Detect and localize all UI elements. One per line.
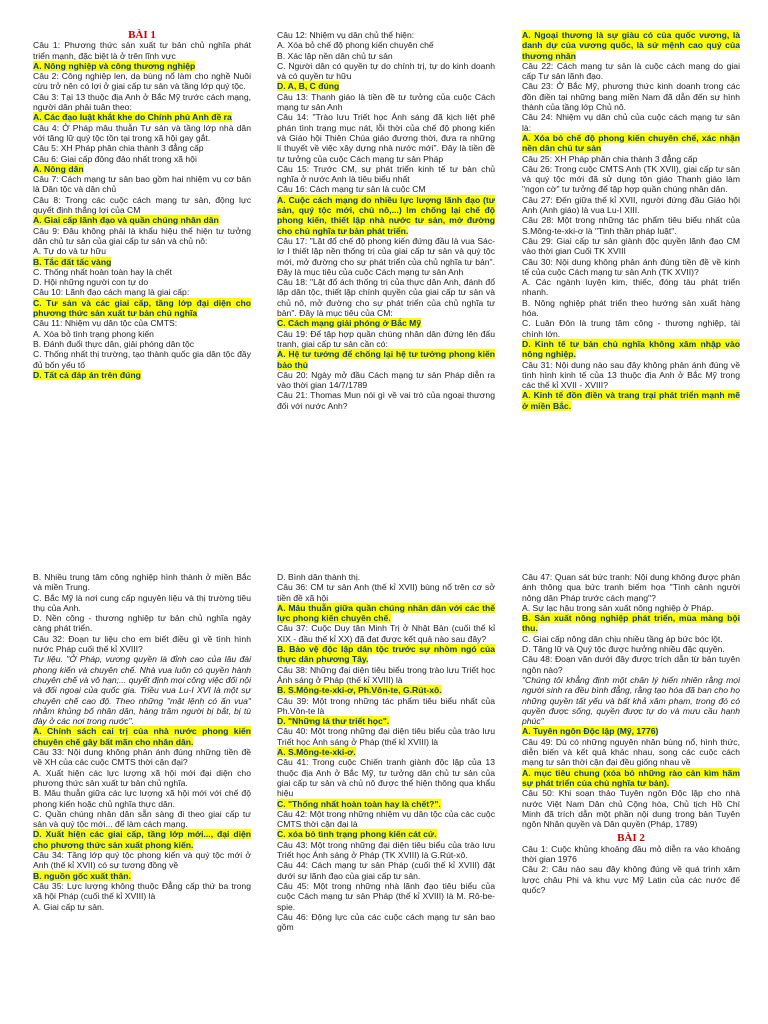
- question-text: Câu 31: Nội dung nào sau đây không phản ánh đúng về tình hình kinh tế của 13 thuộc địa Anh ở Bắc Mỹ trong các thế kỉ XVII - XVIII?: [522, 359, 740, 391]
- question-text: Câu 49: Dù có những nguyên nhân bùng nổ, hình thức, diễn biến và kết quả khác nhau, song các cuộc cách mạng tư sản thời cận đại đều giống nhau về: [522, 736, 740, 768]
- answer-highlight: A. Cuộc cách mạng do nhiều lực lượng lãnh đạo (tư sản, quý tộc mới, chủ nô,...) lm chống lại chế độ phong kiến, thiết lập nhà nước tư sản, mở đường cho chủ nghĩa tư bản phát triển.: [277, 194, 495, 236]
- question-text: Câu 34: Tầng lớp quý tộc phong kiến và quý tộc mới ở Anh (thế kỉ XVII) có sự tương đồng về: [33, 850, 251, 871]
- question-text: Câu 32: Đoạn tư liệu cho em biết điều gì về tình hình nước Pháp cuối thế kỉ XVIII?: [33, 633, 251, 655]
- question-text: D. Nền công - thương nghiệp tư bản chủ nghĩa ngày càng phát triển.: [33, 613, 251, 634]
- question-text: Câu 2: Công nghiệp len, dạ bùng nổ làm cho nghề Nuôi cừu trở nên có lợi ở giai cấp tư sản và tầng lớp quý tộc.: [33, 71, 251, 92]
- question-text: B. Mâu thuẫn giữa các lực lượng xã hội mới với chế độ phong kiến hoặc chủ nghĩa thực dân.: [33, 788, 251, 809]
- answer-highlight: C. Cách mạng giải phóng ở Bắc Mỹ: [277, 318, 422, 329]
- question-text: Câu 38: Những đại diện tiêu biểu trong trào lưu Triết học Ánh sáng ở Pháp (thế kỉ XVIII) là: [277, 664, 495, 685]
- answer-highlight: A. Xóa bỏ chế độ phong kiến chuyên chế, xác nhận nền dân chủ tư sản: [522, 132, 740, 154]
- question-text: C. Người dân có quyền tự do chính trị, tự do kinh doanh và có quyền tư hữu: [277, 60, 495, 82]
- bottom-column-3: [522, 572, 740, 895]
- answer-highlight: B. S.Mông-te-xki-ơ, Ph.Vôn-te, G.Rút-xô.: [277, 685, 442, 696]
- answer-highlight: A. Nông dân: [33, 163, 84, 174]
- question-text: Câu 2: Câu nào sau đây không đúng về quá trình xâm lược châu Phi và khu vực Mỹ Latin của các nước đế quốc?: [522, 864, 740, 895]
- answer-highlight: D. A, B, C đúng: [277, 81, 340, 92]
- question-text: D. Hội những người con tự do: [33, 277, 149, 288]
- question-text: C. Quần chúng nhân dân sẵn sàng đi theo giai cấp tư sản và quý tộc mới... để làm cách mạng.: [33, 808, 251, 830]
- question-text: Câu 40: Một trong những đại diện tiêu biểu của trào lưu Triết học Ánh sáng ở Pháp (thế kỉ XVIII) là: [277, 726, 495, 747]
- top-col1-list: [33, 40, 251, 380]
- question-text: Câu 47: Quan sát bức tranh: Nội dung không được phản ánh thông qua bức tranh biếm họa "Tình cảnh người nông dân Pháp trước cách mạng"?: [522, 572, 740, 603]
- question-text: C. Thống nhất hoàn toàn hay là chết: [33, 266, 172, 277]
- question-text: A. Các ngành luyện kim, thiếc, đóng tàu phát triển nhanh.: [522, 277, 740, 298]
- question-text: A. Sự lạc hậu trong sản xuất nông nghiệp ở Pháp.: [522, 602, 714, 613]
- question-text: Câu 10: Lãnh đạo cách mạng là giai cấp:: [33, 287, 190, 298]
- question-text: Câu 13: Thanh giáo là tiền đề tư tưởng của cuộc Cách mạng tư sản Anh: [277, 91, 495, 113]
- answer-highlight: A. Nông nghiệp và công thương nghiệp: [33, 60, 196, 71]
- answer-highlight: A. mục tiêu chung (xóa bỏ những rào cản kìm hãm sự phát triển của chủ nghĩa tư bản).: [522, 767, 740, 788]
- bottom-column-2: [277, 572, 495, 932]
- question-text: Câu 44: Cách mạng tư sản Pháp (cuối thế kỉ XVIII) đặt dưới sự lãnh đạo của giai cấp tư sản.: [277, 860, 495, 881]
- bottom-col3-list: [522, 572, 740, 895]
- question-text: Câu 25: XH Pháp phân chia thành 3 đẳng cấp: [522, 153, 698, 164]
- question-text: C. Luân Đôn là trung tâm công - thương nghiệp, tài chính lớn.: [522, 318, 740, 339]
- question-text: D. Tăng lữ và Quý tộc được hưởng nhiều đặc quyền.: [522, 644, 725, 655]
- question-text: Câu 35: Lực lượng không thuộc Đẳng cấp thứ ba trong xã hội Pháp (cuối thế kỉ XVIII) là: [33, 880, 251, 902]
- lesson-title: BÀI 2: [617, 832, 645, 845]
- question-text: Câu 37: Cuộc Duy tân Minh Trị ở Nhật Bản (cuối thế kỉ XIX - đầu thế kỉ XX) đã đạt được kết quả nào sau đây?: [277, 623, 495, 644]
- question-text: A. Tự do và tư hữu: [33, 246, 106, 257]
- question-text: Câu 28: Một trong những tác phẩm tiêu biểu nhất của S.Mông-te-xki-ơ là "Tinh thần pháp luật".: [522, 215, 740, 236]
- question-text: Câu 50: Khi soạn thảo Tuyên ngôn Độc lập cho nhà nước Việt Nam Dân chủ Cộng hòa, Chủ tịch Hồ Chí Minh đã trích dẫn một phần nội dung trong bản Tuyên ngôn Nhân quyền và Dân quyền (Pháp, 1789): [522, 788, 740, 830]
- question-text: A. Xóa bỏ chế độ phong kiến chuyên chế: [277, 40, 434, 51]
- answer-highlight: D. Kinh tế tư bản chủ nghĩa không xâm nhập vào nông nghiệp.: [522, 338, 740, 360]
- answer-highlight: D. Xuất hiện các giai cấp, tầng lớp mới..., đại diện cho phương thức sản xuất phong kiến.: [33, 829, 251, 850]
- top-column-3: [522, 30, 740, 411]
- top-col3-list: [522, 30, 740, 411]
- question-text: "Chúng tôi khẳng định một chân lý hiển nhiên rằng mọi người sinh ra đều bình đẳng, rằng tạo hóa đã ban cho họ những quyền tất yếu và bất khả xâm phạm, trong đó có quyền được sống, quyền được tự do và mưu cầu hạnh phúc": [522, 674, 740, 727]
- question-text: B. Xác lập nền dân chủ tư sản: [277, 50, 393, 61]
- question-text: Câu 36: CM tư sản Anh (thế kỉ XVII) bùng nổ trên cơ sở tiền đề xã hội: [277, 582, 495, 603]
- question-text: Tư liệu. "Ở Pháp, vương quyền là đỉnh cao của lâu đài phong kiến và chuyên chế. Nhà vua luôn có quyền hành chuyên chế và vô hạn;... quyết định mọi công việc đối nội và đối ngoại của quốc gia. Triều vua Lu-I XVI là một sự chuyên chế cao độ. Theo những "mật lệnh có ấn vua" nhằm khủng bố nhân dân, hàng trăm người bị bắt, bị tù đày ở các nơi trong nước".: [33, 654, 251, 727]
- question-text: Câu 3: Tại 13 thuộc địa Anh ở Bắc Mỹ trước cách mạng, người dân phải tuân theo:: [33, 91, 251, 113]
- bottom-column-1: [33, 572, 251, 912]
- question-text: B. Nông nghiệp phát triển theo hướng sản xuất hàng hóa.: [522, 297, 740, 319]
- question-text: Câu 1: Cuộc khủng khoảng đầu mỏ diễn ra vào khoảng thời gian 1976: [522, 843, 740, 865]
- top-column-2: [277, 30, 495, 411]
- answer-highlight: B. nguồn gốc xuất thân.: [33, 870, 131, 881]
- question-text: Câu 7: Cách mạng tư sản bao gồm hai nhiệm vụ cơ bản là Dân tộc và dân chủ: [33, 174, 251, 195]
- question-text: Câu 1: Phương thức sản xuất tư bản chủ nghĩa phát triển mạnh, đặc biệt là ở trên lĩnh vực: [33, 40, 251, 61]
- question-text: Câu 45: Một trong những nhà lãnh đạo tiêu biểu của cuộc Cách mạng tư sản Pháp (thế kỉ XVIII) là M. Rô-be-spie.: [277, 880, 495, 912]
- question-text: A. Xuất hiện các lực lượng xã hội mới đại diện cho phương thức sản xuất tư bản chủ nghĩa.: [33, 767, 251, 788]
- answer-highlight: A. Kinh tế đồn điền và trang trại phát triển mạnh mẽ ở miền Bắc.: [522, 390, 740, 411]
- question-text: Câu 39: Một trong những tác phẩm tiêu biểu nhất của Ph.Vôn-te là: [277, 695, 495, 716]
- answer-highlight: B. Sản xuất nông nghiệp phát triển, mùa màng bội thu.: [522, 613, 740, 634]
- answer-highlight: A. Các đạo luật khắt khe do Chính phủ Anh đề ra: [33, 112, 232, 123]
- answer-highlight: D. "Những lá thư triết học".: [277, 716, 390, 727]
- answer-highlight: A. Chính sách cai trị của nhà nước phong kiến chuyên chế gây bất mãn cho nhân dân.: [33, 726, 251, 747]
- question-text: Câu 42: Một trong những nhiệm vụ dân tộc của các cuộc CMTS thời cận đại là: [277, 808, 495, 830]
- question-text: C. Thống nhất thị trường, tạo thành quốc gia dân tộc đầy đủ bốn yếu tố: [33, 349, 251, 370]
- answer-highlight: A. Ngoại thương là sự giàu có của quốc vương, là danh dự của vương quốc, là sứ mệnh cao quý của thương nhân: [522, 30, 740, 61]
- bottom-col2-list: [277, 572, 495, 932]
- question-text: A. Xóa bỏ tình trạng phong kiến: [33, 328, 154, 339]
- answer-highlight: A. Giai cấp lãnh đạo và quần chúng nhân dân: [33, 215, 219, 226]
- question-text: B. Đánh đuổi thực dân, giải phóng dân tộc: [33, 338, 195, 349]
- bottom-page: [0, 572, 768, 1024]
- answer-highlight: B. Bảo vệ độc lập dân tộc trước sự nhòm ngó của thực dân phương Tây.: [277, 644, 495, 665]
- question-text: Câu 27: Đến giữa thế kỉ XVII, người đứng đầu Giáo hội Anh (Anh giáo) là vua Lu-I XIII.: [522, 194, 740, 216]
- question-text: Câu 46: Động lực của các cuộc cách mạng tư sản bao gồm: [277, 911, 495, 933]
- question-text: Câu 30: Nội dung không phản ánh đúng tiền đề về kinh tế của cuộc Cách mạng tư sản Anh (TK XVII)?: [522, 256, 740, 277]
- question-text: Câu 33: Nội dung không phản ánh đúng những tiền đề về XH của các cuộc CMTS thời cận đại?: [33, 747, 251, 768]
- question-text: Câu 21: Thomas Mun nói gì về vai trò của ngoại thương đối với nước Anh?: [277, 390, 495, 411]
- answer-highlight: A. Hệ tư tưởng để chống lại hệ tư tưởng phong kiến bảo thủ: [277, 349, 495, 370]
- question-text: Câu 16: Cách mạng tư sản là cuộc CM: [277, 184, 426, 195]
- question-text: Câu 22: Cách mạng tư sản là cuộc cách mạng do giai cấp Tư sản lãnh đạo.: [522, 60, 740, 82]
- top-column-1: [33, 30, 251, 380]
- question-text: Câu 17: "Lật đổ chế độ phong kiến đứng đầu là vua Sác- lơ I thiết lập nền thống trị của giai cấp tư sản và quý tộc mới, mở đường cho sự phát triển của chủ nghĩa tư bản". Đây là mục tiêu của cuộc Cách mạng tư sản Anh: [277, 235, 495, 277]
- answer-highlight: A. Mâu thuẫn giữa quần chúng nhân dân với các thế lực phong kiến chuyên chế.: [277, 602, 495, 624]
- answer-highlight: B. Tắc đất tấc vàng: [33, 256, 112, 267]
- answer-highlight: C. Tư sản và các giai cấp, tầng lớp đại diện cho phương thức sản xuất tư bản chủ nghĩa: [33, 297, 251, 319]
- question-text: Câu 11: Nhiệm vụ dân tộc của CMTS:: [33, 318, 178, 329]
- answer-highlight: A. S.Mông-te-xki-ơ.: [277, 747, 356, 758]
- question-text: Câu 43: Một trong những đại diện tiêu biểu của trào lưu Triết học Ánh sáng ở Pháp (TK XVIII) là G.Rút-xô.: [277, 839, 495, 861]
- question-text: Câu 48: Đoạn văn dưới đây được trích dẫn từ bản tuyên ngôn nào?: [522, 654, 740, 675]
- question-text: Câu 23: Ở Bắc Mỹ, phương thức kinh doanh trong các đồn điền tại những bang miền Nam đã dẫn đến sự hình thành của tầng lớp Chủ nô.: [522, 81, 740, 113]
- question-text: Câu 19: Để tập hợp quần chúng nhân dân đứng lên đấu tranh, giai cấp tư sản cần có:: [277, 328, 495, 349]
- answer-highlight: A. Tuyên ngôn Độc lập (Mỹ, 1776): [522, 726, 659, 737]
- answer-highlight: C. xóa bỏ tình trạng phong kiến cát cứ.: [277, 829, 437, 840]
- question-text: Câu 8: Trong các cuộc cách mạng tư sản, động lực quyết định thắng lợi của CM: [33, 194, 251, 216]
- question-text: D. Bình dân thành thị.: [277, 572, 361, 582]
- question-text: Câu 6: Giai cấp đông đảo nhất trong xã hội: [33, 153, 197, 164]
- question-text: B. Nhiều trung tâm công nghiệp hình thành ở miền Bắc và miền Trung.: [33, 572, 251, 593]
- question-text: Câu 15: Trước CM, sự phát triển kinh tế tư bản chủ nghĩa ở nước Anh là tiêu biểu nhất: [277, 163, 495, 185]
- question-text: Câu 24: Nhiệm vụ dân chủ của cuộc cách mạng tư sản là:: [522, 112, 740, 133]
- question-text: Câu 41: Trong cuộc Chiến tranh giành độc lập của 13 thuộc địa Anh ở Bắc Mỹ, tư tưởng dân chủ tư sản của giai cấp tư sản và chủ nô được thể hiện thông qua khẩu hiệu: [277, 757, 495, 799]
- question-text: A. Giai cấp tư sản.: [33, 901, 105, 912]
- question-text: Câu 9: Đâu không phải là khẩu hiệu thể hiện tư tưởng dân chủ tư sản của giai cấp tư sản và chủ nô:: [33, 225, 251, 246]
- question-text: Câu 4: Ở Pháp mâu thuẫn Tư sản và tầng lớp nhà dân với tăng lữ quý tộc tồn tại trong xã hội gay gắt.: [33, 122, 251, 143]
- bottom-col1-list: [33, 572, 251, 912]
- top-page: [0, 30, 768, 530]
- question-text: Câu 29: Giai cấp tư sản giành độc quyền lãnh đạo CM vào thời gian Cuối TK XVIII: [522, 235, 740, 257]
- top-col2-list: [277, 30, 495, 411]
- question-text: Câu 14: "Trào lưu Triết học Ánh sáng đã kịch liệt phê phán tình trạng mục nát, lỗi thời của chế độ phong kiến và Giáo hội Thiên Chúa giáo đương thời, đưa ra những lí thuyết về việc xây dựng nhà nước mới". Đây là tiền đề tư tưởng của cuộc Cách mạng tư sản Pháp: [277, 112, 495, 164]
- question-text: C. Giai cấp nông dân chịu nhiều tầng áp bức bóc lột.: [522, 633, 723, 644]
- answer-highlight: C. "Thống nhất hoàn toàn hay là chết?".: [277, 798, 441, 809]
- question-text: Câu 18: "Lật đổ ách thống trị của thực dân Anh, đánh đổ lập dân tộc, thiết lập chính quyền của giai cấp tư sản và chủ nô, mở đường cho sự phát triển của chủ nghĩa tư bản". Đây là mục tiêu của CM:: [277, 277, 495, 319]
- question-text: C. Bắc Mỹ là nơi cung cấp nguyên liệu và thị trường tiêu thụ của Anh.: [33, 592, 251, 613]
- lesson-title: BÀI 1: [128, 29, 156, 41]
- question-text: Câu 26: Trong cuộc CMTS Anh (TK XVII), giai cấp tư sản và quý tộc mới đã sử dụng tôn giáo Thanh giáo làm "ngọn cờ" tư tưởng để tập hợp quần chúng nhân dân.: [522, 163, 740, 195]
- question-text: Câu 12: Nhiệm vụ dân chủ thể hiện:: [277, 30, 415, 40]
- answer-highlight: D. Tất cả đáp án trên đúng: [33, 369, 141, 380]
- question-text: Câu 5: XH Pháp phân chia thành 3 đẳng cấp: [33, 143, 204, 154]
- question-text: Câu 20: Ngày mở đầu Cách mạng tư sản Pháp diễn ra vào thời gian 14/7/1789: [277, 369, 495, 391]
